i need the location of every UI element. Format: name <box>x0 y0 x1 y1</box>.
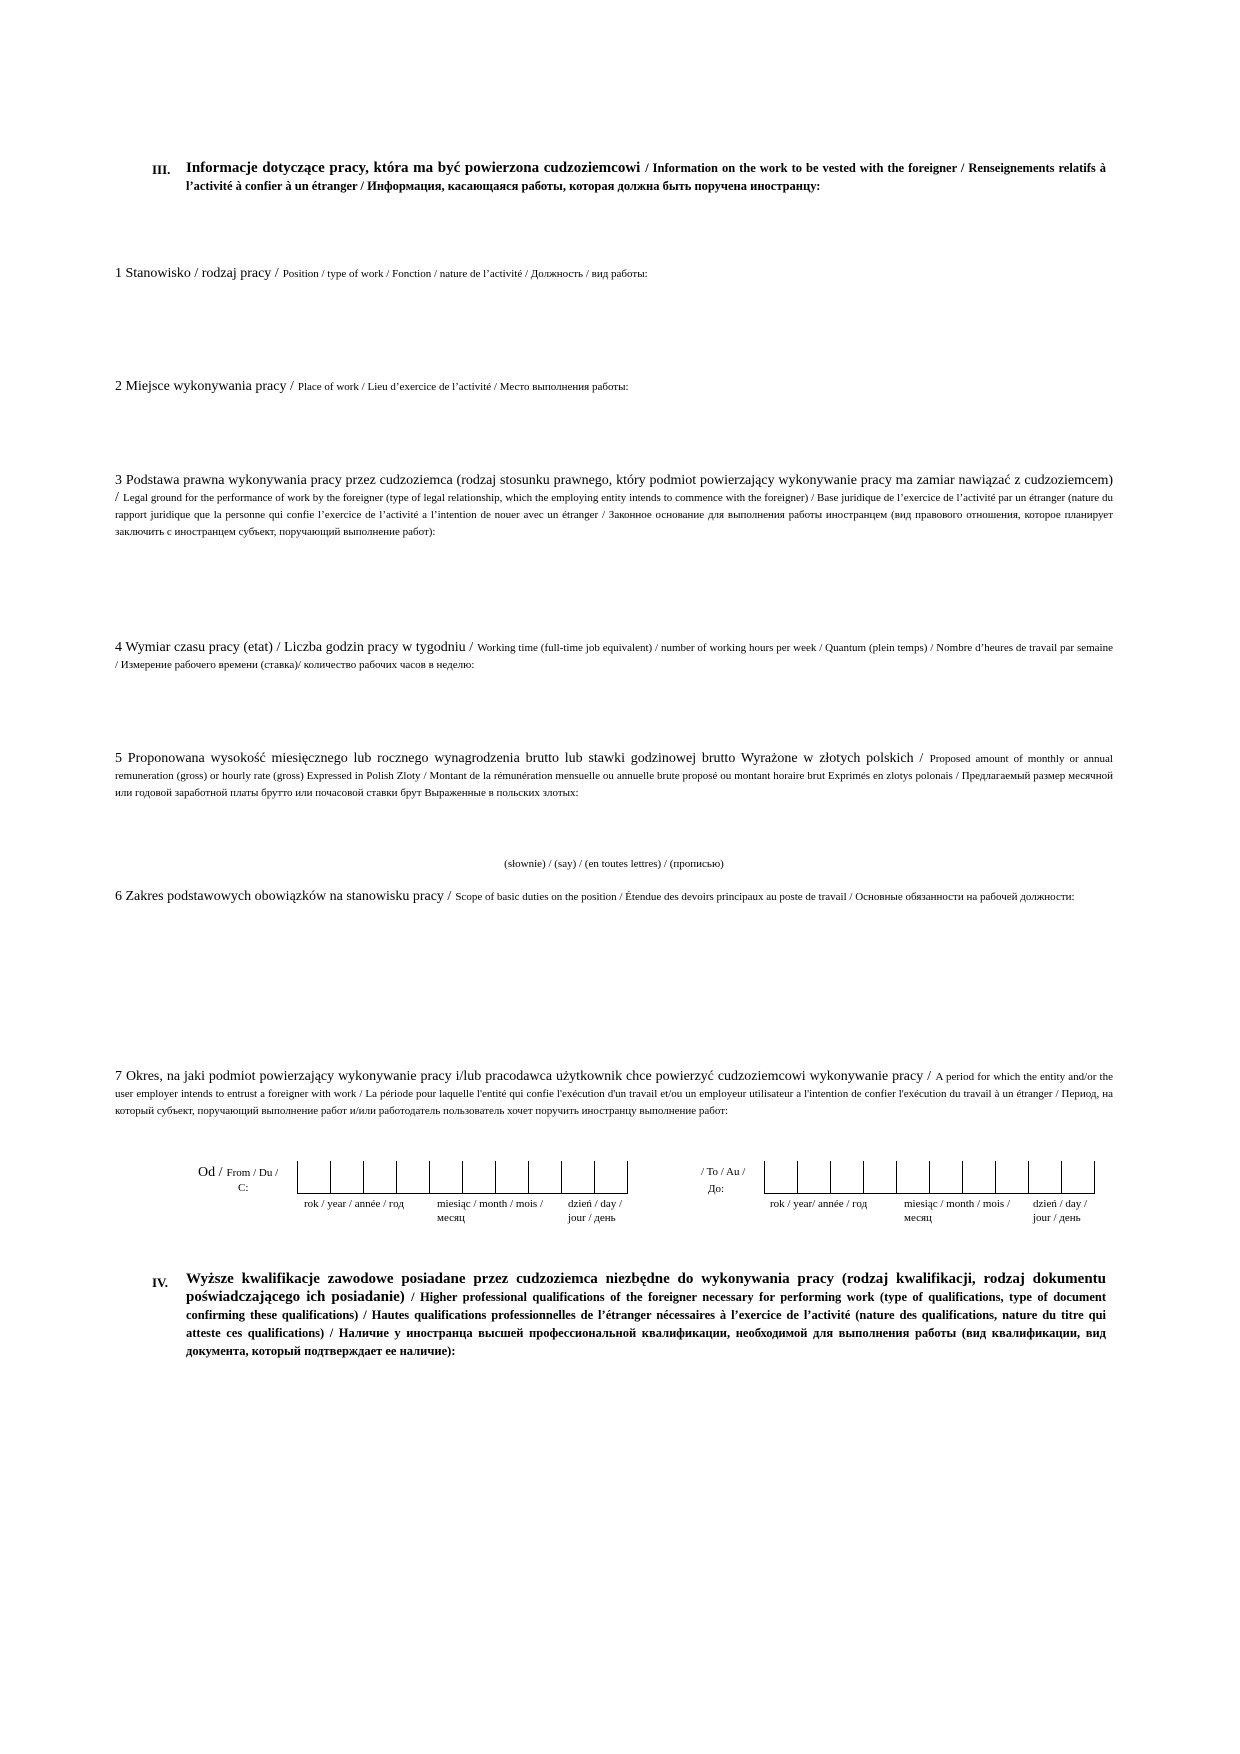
date-to-boxes[interactable] <box>764 1161 1095 1194</box>
question-7 <box>115 1068 1113 1119</box>
date-from-day-digit-1[interactable] <box>529 1161 562 1193</box>
date-to-day-digit-2[interactable] <box>1029 1161 1062 1193</box>
date-to-day-label: dzień / day / jour / день <box>1033 1198 1088 1224</box>
date-from-boxes[interactable] <box>297 1161 628 1194</box>
date-from-month-digit-2[interactable] <box>463 1161 496 1193</box>
date-from-year-digit-3[interactable] <box>364 1161 397 1193</box>
date-to-year-digit-4[interactable] <box>864 1161 897 1193</box>
date-from-month-label: miesiąc / month / mois / месяц <box>437 1198 544 1224</box>
question-1 <box>115 265 1113 282</box>
date-from-label-ru: С: <box>238 1182 249 1194</box>
date-from-label <box>198 1164 293 1181</box>
section-4-title-translations: / Higher professional qualifications of the foreigner necessary for performing work (type of qualifications, type of document confirming these qualifications) / Hautes qualifications professionnelles de l’étranger nécessaires à l’exercice de l’activité (nature des qualifications, nature du titre qui atteste ces qualifications) / Наличие у иностранца высшей профессиональной квалификации, необходимой для выполнения работы (вид квалификации, вид документа, который подтверждает ее наличие): <box>186 1290 1106 1358</box>
date-to-month-digit-1[interactable] <box>897 1161 930 1193</box>
question-3-label-translations: Legal ground for the performance of work by the foreigner (type of legal relationship, which the employing entity intends to commence with the foreigner) / Base juridique de l’exercice de l’activité par un étranger (nature du rapport juridique que la personne qui confie l’exercice de l’activité a l’intention de nouer avec un étranger / Законное основание для выполнения работы иностранцем (вид правового отношения, которое планирует заключить с иностранцем субъект, поручающий выполнение работ): <box>115 492 1113 538</box>
answer-field-section-4[interactable] <box>115 1380 1113 1680</box>
date-from-year-label: rok / year / année / год <box>304 1198 404 1210</box>
question-5-label-pl: 5 Proponowana wysokość miesięcznego lub rocznego wynagrodzenia brutto lub stawki godzinowej brutto Wyrażone w złotych polskich / <box>115 751 924 766</box>
date-from-year-digit-1[interactable] <box>298 1161 331 1193</box>
date-from-day-label: dzień / day / jour / день <box>568 1198 623 1224</box>
question-2 <box>115 378 1113 395</box>
date-to-label-ru: До: <box>708 1183 725 1195</box>
section-3-number: III. <box>152 162 171 177</box>
date-from-month-digit-3[interactable] <box>496 1161 529 1193</box>
say-label: (słownie) / (say) / (en toutes lettres) / (прописью) <box>504 858 724 870</box>
date-to-label: / To / Au / <box>701 1166 746 1178</box>
question-6-label-pl: 6 Zakres podstawowych obowiązków na stanowisku pracy / <box>115 889 452 904</box>
date-to-day-digit-3[interactable] <box>1062 1161 1095 1193</box>
answer-field-5-amount[interactable] <box>115 805 1113 850</box>
answer-field-3[interactable] <box>115 545 1113 635</box>
section-3-title-translations: / Information on the work to be vested with the foreigner / Renseignements relatifs à l’activité à confier à un étranger / Информация, касающаяся работы, которая должна быть поручена иностранцу: <box>186 161 1106 193</box>
question-3-label-pl: 3 Podstawa prawna wykonywania pracy przez cudzoziemca (rodzaj stosunku prawnego, który podmiot powierzający wykonywanie pracy ma zamiar nawiązać z cudzoziemcem) / <box>115 473 1113 505</box>
section-3-title-pl: Informacje dotyczące pracy, która ma być powierzona cudzoziemcowi <box>186 160 641 176</box>
date-to-day-digit-1[interactable] <box>996 1161 1029 1193</box>
section-4-number: IV. <box>152 1275 169 1290</box>
date-to-month-digit-2[interactable] <box>930 1161 963 1193</box>
question-6 <box>115 888 1113 905</box>
question-7-label-translations: A period for which the entity and/or the user employer intends to entrust a foreigner with work / La période pour laquelle l'entité qui confie l'exécution d'un travail et/ou un employeur utilisateur a l'intention de confier l'exécution du travail à un étranger / Период, на который субъект, поручающий выполнение работ и/или работодатель пользователь хочет поручить иностранцу выполнение работ: <box>115 1071 1113 1117</box>
question-2-label-pl: 2 Miejsce wykonywania pracy / <box>115 379 294 394</box>
question-3 <box>115 472 1113 540</box>
question-1-label-pl: 1 Stanowisko / rodzaj pracy / <box>115 266 279 281</box>
question-4-label-translations: Working time (full-time job equivalent) / number of working hours per week / Quantum (plein temps) / Nombre d’heures de travail par semaine / Измерение рабочего времени (ставка)/ количество рабочих часов в неделю: <box>115 642 1113 671</box>
question-7-label-pl: 7 Okres, na jaki podmiot powierzający wykonywanie pracy i/lub pracodawca użytkownik chce powierzyć cudzoziemcowi wykonywanie pracy / <box>115 1069 932 1084</box>
answer-field-2[interactable] <box>115 398 1113 468</box>
question-6-label-translations: Scope of basic duties on the position / Étendue des devoirs principaux au poste de travail / Основные обязанности на рабочей должности: <box>455 891 1075 903</box>
section-3-title <box>186 159 1106 195</box>
answer-field-1[interactable] <box>115 286 1113 376</box>
date-to-year-digit-1[interactable] <box>765 1161 798 1193</box>
question-4-label-pl: 4 Wymiar czasu pracy (etat) / Liczba godzin pracy w tygodniu / <box>115 640 474 655</box>
date-to-year-label: rok / year/ année / год <box>770 1198 868 1210</box>
date-to-year-digit-2[interactable] <box>798 1161 831 1193</box>
section-4-title <box>186 1270 1106 1360</box>
date-to-month-label: miesiąc / month / mois / месяц <box>904 1198 1011 1224</box>
question-4 <box>115 639 1113 673</box>
date-from-month-digit-1[interactable] <box>430 1161 463 1193</box>
answer-field-4[interactable] <box>115 675 1113 745</box>
date-from-year-digit-4[interactable] <box>397 1161 430 1193</box>
question-2-label-translations: Place of work / Lieu d’exercice de l’activité / Место выполнения работы: <box>297 381 629 393</box>
date-from-day-digit-3[interactable] <box>595 1161 628 1193</box>
question-5-label-translations: Proposed amount of monthly or annual remuneration (gross) or hourly rate (gross) Expressed in Polish Zloty / Montant de la rémunération mensuelle ou annuelle brute proposé ou montant horaire brut Exprimés en zlotys polonais / Предлагаемый размер месячной или годовой заработной платы брутто или почасовой ставки брут Выраженные в польских злотых: <box>115 753 1113 799</box>
question-1-label-translations: Position / type of work / Fonction / nature de l’activité / Должность / вид работы: <box>282 268 648 280</box>
date-from-day-digit-2[interactable] <box>562 1161 595 1193</box>
section-4-title-pl: Wyższe kwalifikacje zawodowe posiadane przez cudzoziemca niezbędne do wykonywania pracy (rodzaj kwalifikacji, rodzaj dokumentu poświadczającego ich posiadanie) <box>186 1271 1106 1305</box>
date-to-year-digit-3[interactable] <box>831 1161 864 1193</box>
date-to-month-digit-3[interactable] <box>963 1161 996 1193</box>
question-5 <box>115 750 1113 801</box>
answer-field-6[interactable] <box>115 925 1113 1065</box>
date-from-year-digit-2[interactable] <box>331 1161 364 1193</box>
date-from-label-pl: Od / <box>198 1165 223 1180</box>
date-from-label-translations: From / Du / <box>226 1167 279 1179</box>
